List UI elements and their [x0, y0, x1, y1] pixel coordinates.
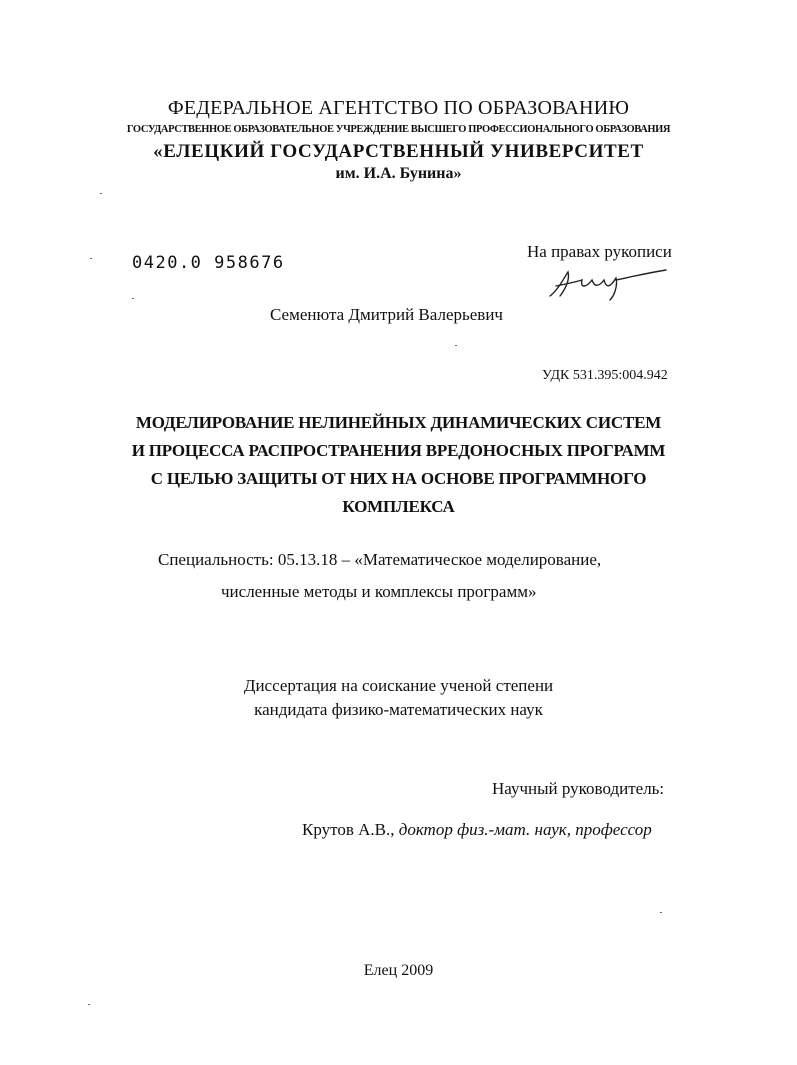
handwritten-signature [546, 266, 672, 302]
institution-type: ГОСУДАРСТВЕННОЕ ОБРАЗОВАТЕЛЬНОЕ УЧРЕЖДЕНИЕ ВЫСШЕГО ПРОФЕССИОНАЛЬНОГО ОБРАЗОВАНИЯ [126, 124, 671, 135]
title-line: И ПРОЦЕССА РАСПРОСТРАНЕНИЯ ВРЕДОНОСНЫХ ПРОГРАММ [131, 441, 666, 460]
manuscript-note: На правах рукописи [527, 242, 672, 261]
library-stamp-code: 0420.0 958676 [132, 253, 285, 273]
scan-speck [455, 345, 457, 346]
scan-speck [90, 258, 92, 259]
university-named-after: им. И.А. Бунина» [335, 165, 462, 182]
supervisor-name: Крутов А.В., [302, 820, 395, 839]
udk-code: УДК 531.395:004.942 [542, 368, 668, 383]
dissertation-title [0, 409, 797, 521]
author-name: Семенюта Дмитрий Валерьевич [270, 305, 503, 324]
agency-heading: ФЕДЕРАЛЬНОЕ АГЕНТСТВО ПО ОБРАЗОВАНИЮ [167, 97, 630, 119]
supervisor-credentials: доктор физ.-мат. наук, профессор [398, 820, 652, 839]
supervisor-info [302, 820, 652, 840]
scan-speck [132, 298, 134, 299]
scan-speck [88, 1004, 90, 1005]
scan-speck [100, 193, 102, 194]
city-year: Елец 2009 [363, 962, 434, 979]
title-line: МОДЕЛИРОВАНИЕ НЕЛИНЕЙНЫХ ДИНАМИЧЕСКИХ СИСТЕМ [135, 413, 662, 432]
title-line: КОМПЛЕКСА [342, 497, 455, 516]
university-name: «ЕЛЕЦКИЙ ГОСУДАРСТВЕННЫЙ УНИВЕРСИТЕТ [153, 141, 644, 162]
specialty-line-2: численные методы и комплексы программ» [221, 582, 537, 601]
supervisor-label: Научный руководитель: [492, 779, 665, 798]
specialty-line-1: Специальность: 05.13.18 – «Математическое моделирование, [158, 550, 602, 569]
dissertation-degree-line-1: Диссертация на соискание ученой степени [243, 676, 554, 695]
title-line: С ЦЕЛЬЮ ЗАЩИТЫ ОТ НИХ НА ОСНОВЕ ПРОГРАММНОГО [150, 469, 647, 488]
dissertation-degree-line-2: кандидата физико-математических наук [254, 700, 543, 719]
scan-speck [660, 912, 662, 913]
